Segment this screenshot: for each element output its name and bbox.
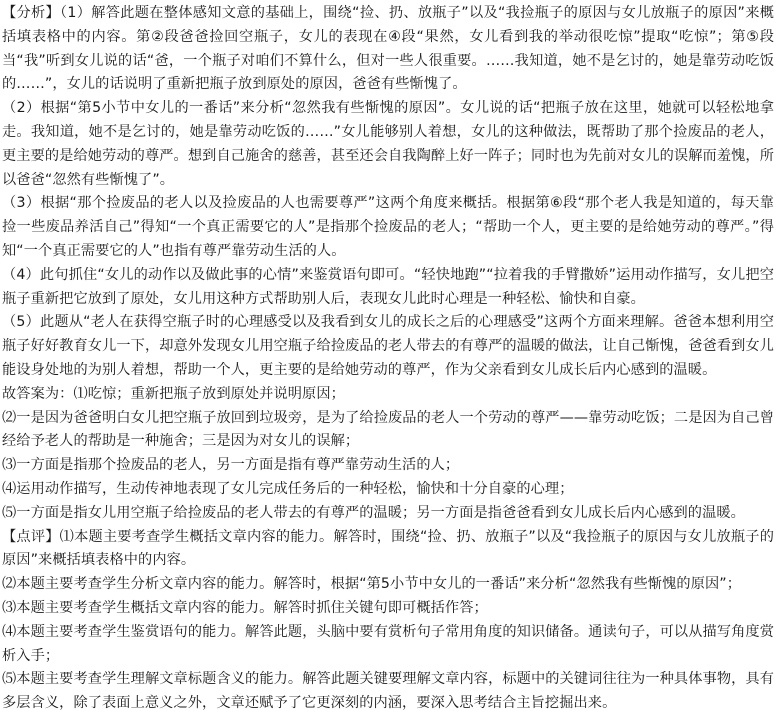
analysis-paragraph-4: （4）此句抓住“女儿的动作以及做此事的心情”来鉴赏语句即可。“轻快地跑”“拉着我的手臂撒娇”运用动作描写，女儿把空瓶子重新把它放到了原处，女儿用这种方式帮助别人后，表现女儿此时心理是一种轻松、愉快和自豪。 bbox=[2, 266, 774, 307]
analysis-tag: 【分析】 bbox=[2, 5, 60, 21]
comment-item-4: ⑷本题主要考查学生鉴赏语句的能力。解答此题，头脑中要有赏析句子常用角度的知识储备。通读句子，可以从描写角度赏析入手； bbox=[2, 623, 774, 664]
analysis-paragraph-2: （2）根据“第5小节中女儿的一番话”来分析“忽然我有些惭愧的原因”。女儿说的话“把瓶子放在这里，她就可以轻松地拿走。我知道，她不是乞讨的，她是靠劳动吃饭的……”女儿能够别人着想，女儿的这种做法，既帮助了那个捡废品的老人，更主要的是给她劳动的尊严。想到自己施舍的慈善，甚至还会自我陶醉上好一阵子；同时也为先前对女儿的误解而羞愧，所以爸爸“忽然有些惭愧了”。 bbox=[2, 100, 774, 188]
answer-item-2: ⑵一是因为爸爸明白女儿把空瓶子放回到垃圾旁，是为了给捡废品的老人一个劳动的尊严——靠劳动吃饭；二是因为自己曾经给予老人的帮助是一种施舍；三是因为对女儿的误解； bbox=[2, 409, 774, 450]
comment-paragraph-1 bbox=[2, 526, 774, 574]
analysis-paragraph-1 bbox=[2, 2, 774, 97]
comment-item-2: ⑵本题主要考查学生分析文章内容的能力。解答时，根据“第5小节中女儿的一番话”来分析“忽然我有些惭愧的原因”； bbox=[2, 576, 742, 593]
comment-item-3: ⑶本题主要考查学生概括文章内容的能力。解答时抓住关键句即可概括作答； bbox=[2, 599, 488, 616]
analysis-paragraph-3: （3）根据“那个捡废品的老人以及捡废品的人也需要尊严”这两个角度来概括。根据第⑥段“那个老人我是知道的，每天靠捡一些废品养活自己”得知“一个真正需要它的人”是指那个捡废品的老人；“帮助一个人，更主要的是给她劳动的尊严。”得知“一个真正需要它的人”也指有尊严靠劳动生活的人。 bbox=[2, 195, 774, 259]
comment-tag: 【点评】 bbox=[2, 528, 60, 545]
analysis-paragraph-5: （5）此题从“老人在获得空瓶子时的心理感受以及我看到女儿的成长之后的心理感受”这两个方面来理解。爸爸本想利用空瓶子好好教育女儿一下，却意外发现女儿用空瓶子给捡废品的老人带去的有尊严的温暖的做法，让自己惭愧，爸爸看到女儿能设身处地的为别人着想，帮助一个人，更主要的是给她劳动的尊严，作为父亲看到女儿成长后内心感到的温暖。 bbox=[2, 314, 774, 378]
comment-text-1: ⑴本题主要考查学生概括文章内容的能力。解答时，围绕“捡、扔、放瓶子”以及“我捡瓶子的原因与女儿放瓶子的原因”来概括填表格中的内容。 bbox=[2, 528, 775, 569]
answer-item-5: ⑸一方面是指女儿用空瓶子给捡废品的老人带去的有尊严的温暖；另一方面是指爸爸看到女儿成长后内心感到的温暖。 bbox=[2, 504, 745, 521]
answer-item-4: ⑷运用动作描写，生动传神地表现了女儿完成任务后的一种轻松，愉快和十分自豪的心理； bbox=[2, 480, 574, 497]
answer-item-3: ⑶一方面是指那个捡废品的老人，另一方面是指有尊严靠劳动生活的人； bbox=[2, 457, 460, 474]
analysis-text-1: （1）解答此题在整体感知文意的基础上，围绕“捡、扔、放瓶子”以及“我捡瓶子的原因与女儿放瓶子的原因”来概括填表格中的内容。第②段爸爸捡回空瓶子，女儿的表现在④段“果然，女儿看到我的举动很吃惊”提取“吃惊”；第⑤段当“我”听到女儿说的话“爸，一个瓶子对咱们不算什么，但对一些人很重要。……我知道，她不是乞讨的，她是靠劳动吃饭的……”，女儿的话说明了重新把瓶子放到原处的原因，爸爸有些惭愧了。 bbox=[2, 5, 775, 93]
answer-intro: 故答案为：⑴吃惊；重新把瓶子放到原处并说明原因； bbox=[2, 385, 345, 402]
comment-item-5: ⑸本题主要考查学生理解文章标题含义的能力。解答此题关键要理解文章内容，标题中的关键词往往为一种具体事物，具有多层含义，除了表面上意义之外，文章还赋予了它更深刻的内涵，要深入思考结合主旨挖掘出来。 bbox=[2, 671, 774, 712]
